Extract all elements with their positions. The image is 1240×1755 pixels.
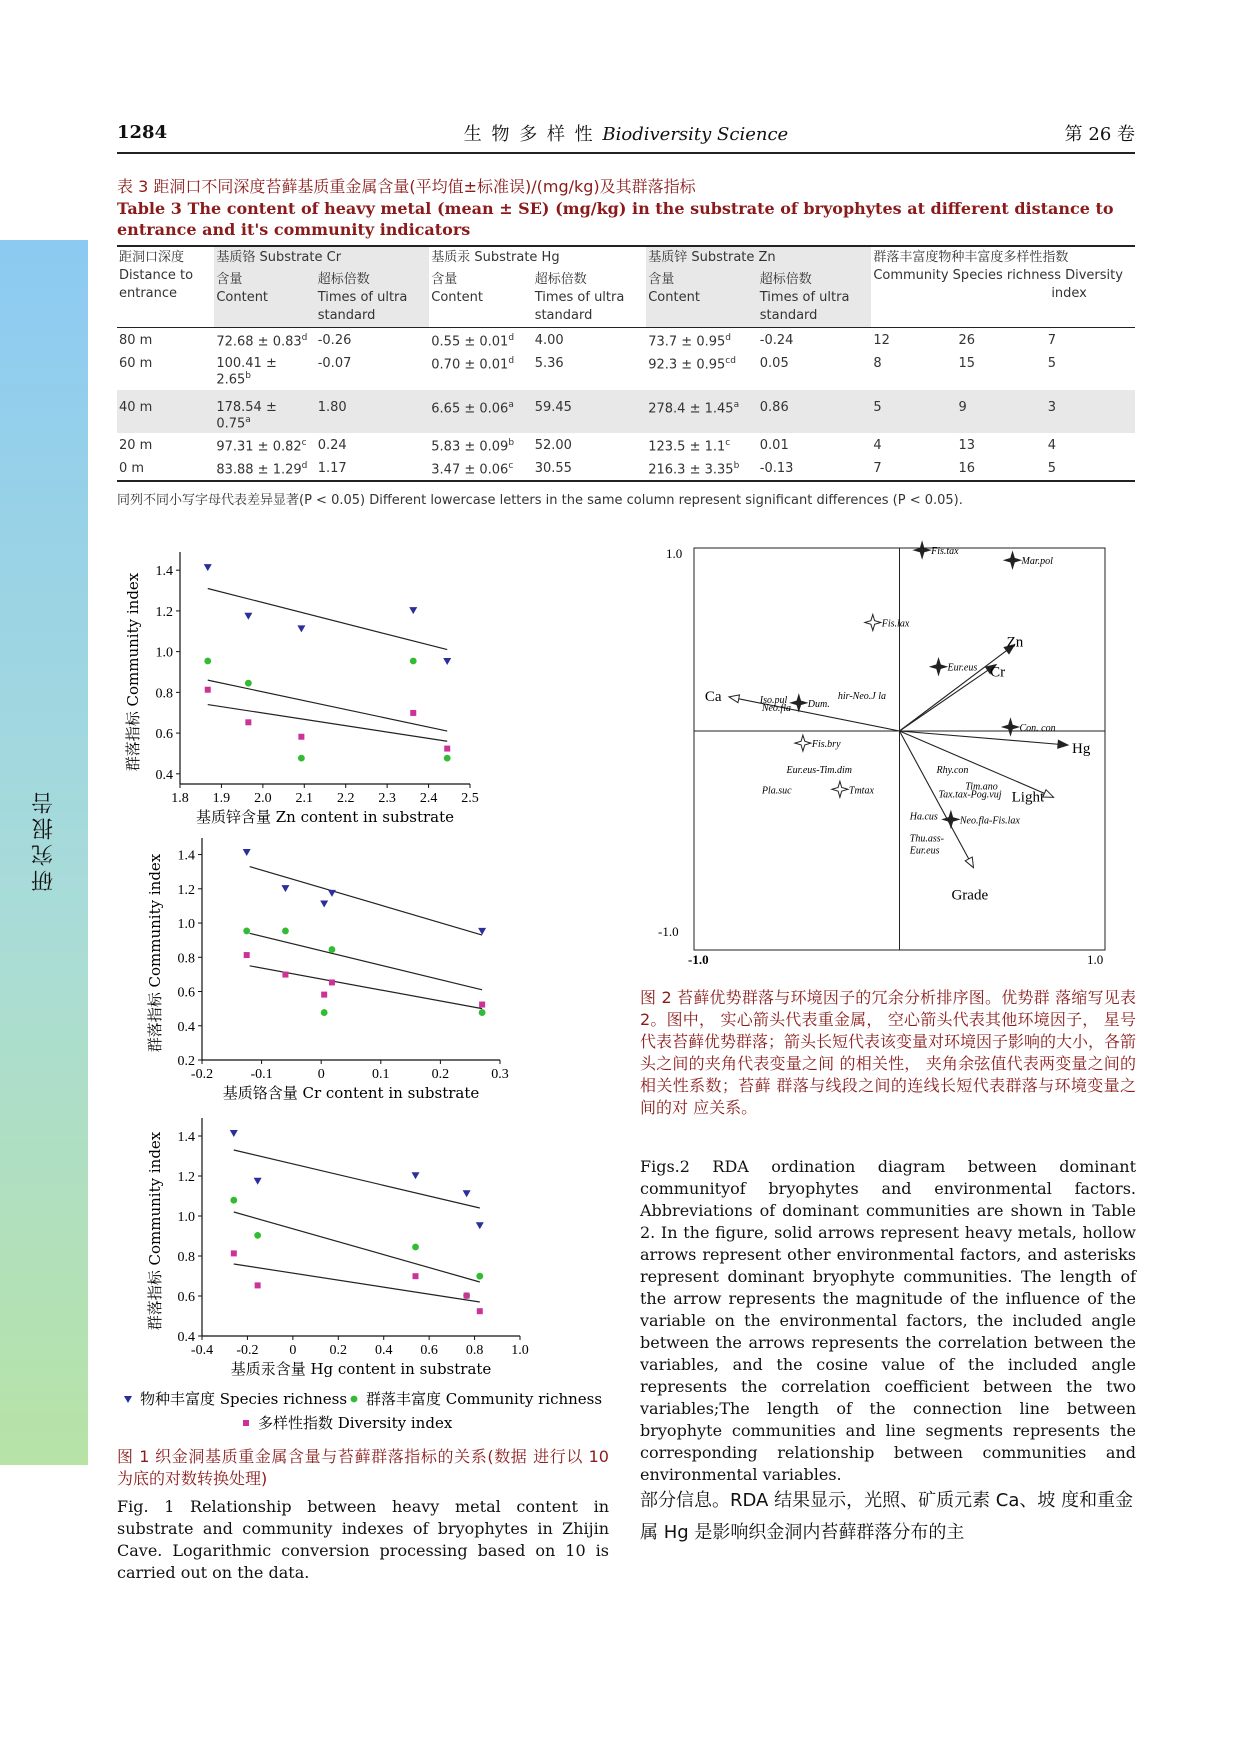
table-cell: 1.17 (317, 461, 347, 477)
data-point (204, 564, 212, 571)
data-point (245, 719, 251, 725)
x-tick-label: -0.2 (236, 1343, 259, 1358)
community-label: Eur.eus (909, 845, 940, 857)
legend-marker (351, 1396, 358, 1403)
table-cell: 20 m (119, 437, 153, 453)
fig2-caption-en: Figs.2 RDA ordination diagram between dominant communityof bryophytes and environmental factors. Abbreviations of dominant communities are shown in Table 2. In the figure, solid arrows represent heavy metals, hollow arrows represent other environmental factors, and asterisks represent dominant bryophyte communities. The length of the arrow represents the magnitude of the influence of the variable on the environmental factors, the included angle between the arrows represents the correlation between the variables, and the cosine value of the included angle represents the correlation coefficient between the two variables;The length of the connection line between bryophyte communities and line segments represents the corresponding relationship between communities and environmental variables. (640, 1157, 1136, 1484)
table-cell: 52.00 (534, 437, 572, 453)
community-point (909, 811, 938, 822)
table-cell: 8 (873, 356, 882, 372)
data-point (464, 1293, 470, 1299)
data-point (409, 607, 417, 614)
data-point (243, 849, 251, 856)
fig1-cr-chart (140, 838, 560, 1116)
x-tick-label: 2.0 (254, 791, 272, 806)
fit-line (234, 1150, 480, 1208)
table-cell: 0.86 (758, 390, 872, 433)
section-label: 研究报告 (31, 788, 57, 892)
table-row (117, 390, 1135, 433)
x-max-label: 1.0 (1087, 952, 1104, 967)
community-label: Dum. (807, 698, 830, 710)
data-point (298, 734, 304, 740)
legend-item-species (124, 1390, 347, 1408)
x-tick-label: 1.9 (212, 791, 231, 806)
col-hg-times: 超标倍数 Times of ultra standard (534, 272, 625, 323)
community-label: Iso.pul (759, 694, 788, 706)
community-point (832, 781, 875, 797)
community-star (914, 542, 930, 558)
x-tick-label: 1.8 (171, 791, 189, 806)
col-zn-times: 超标倍数 Times of ultra standard (758, 269, 872, 328)
col-cr-content: 含量 Content (214, 269, 315, 328)
community-star (943, 811, 959, 827)
table-cell: 0.55 ± 0.01$^d$ (431, 333, 515, 350)
series-square (244, 952, 485, 1009)
x-tick-label: 2.5 (461, 791, 479, 806)
table-cell: 40 m (117, 390, 214, 433)
data-point (329, 946, 336, 953)
table-cell: 3 (1046, 390, 1135, 433)
table-cell: 0.01 (759, 437, 789, 453)
community-label: Thu.ass- (909, 833, 944, 845)
table-caption-en: Table 3 The content of heavy metal (mean ± SE) (mg/kg) in the substrate of bryophytes at different distance to entrance and it's community indicators (117, 199, 1114, 239)
axes (156, 552, 479, 806)
legend-marker (124, 1396, 132, 1403)
arrow-hg (900, 731, 1091, 757)
fig1-caption-cn: 图 1 织金洞基质重金属含量与苔藓群落指标的关系(数据 进行以 10 为底的对数转换处理) (117, 1447, 609, 1488)
data-point (444, 755, 451, 762)
page-header (117, 116, 1135, 154)
data-point (231, 1250, 237, 1256)
data-point (410, 658, 417, 665)
page-number: 1284 (117, 122, 168, 143)
y-axis-label: 群落指标 Community index (124, 572, 142, 772)
data-point (243, 928, 250, 935)
table-cell: 0 m (119, 461, 145, 477)
table-cell: 4.00 (534, 333, 564, 348)
community-point (791, 695, 830, 711)
community-star (865, 615, 881, 631)
legend-marker (243, 1420, 249, 1426)
body-text: 部分信息。RDA 结果显示，光照、矿质元素 Ca、坡 度和重金属 Hg 是影响织金洞内苔藓群落分布的主 (640, 1490, 1134, 1543)
data-point (321, 992, 327, 998)
table-cell: 80 m (119, 333, 153, 348)
fig1-zn-chart (124, 540, 560, 840)
table-cell: -0.26 (317, 333, 352, 348)
community-label: Pla.suc (761, 785, 792, 797)
y-tick-label: 0.8 (155, 686, 173, 702)
y-tick-label: 1.4 (177, 1130, 195, 1145)
community-star (791, 695, 807, 711)
legend-label: 多样性指数 Diversity index (258, 1414, 453, 1432)
series-triangle (204, 564, 451, 665)
x-axis-label: 基质铬含量 Cr content in substrate (222, 1084, 480, 1102)
x-tick-label: 0.4 (374, 1343, 393, 1358)
table-cell: 9 (956, 390, 1045, 433)
data-point (443, 658, 451, 665)
data-point (244, 952, 250, 958)
x-tick-label: 0.8 (465, 1343, 484, 1358)
arrow-label: Light (1011, 789, 1045, 806)
community-label: Mar.pol (1021, 556, 1053, 568)
table-cell: 278.4 ± 1.45$^a$ (646, 390, 758, 433)
y-tick-label: 1.0 (177, 1210, 195, 1225)
data-point (328, 890, 336, 897)
table-cell: 6.65 ± 0.06$^a$ (429, 390, 532, 433)
data-point (476, 1273, 483, 1280)
data-point (329, 979, 335, 985)
community-point (943, 811, 1021, 827)
x-tick-label: 2.1 (295, 791, 314, 806)
arrow-zn (900, 635, 1024, 731)
community-point (785, 765, 852, 776)
data-point (254, 1232, 261, 1239)
table-cell: 0.70 ± 0.01$^d$ (431, 356, 515, 373)
community-label: Eur.eus (947, 662, 978, 674)
x-tick-label: -0.1 (250, 1067, 273, 1082)
data-point (230, 1197, 237, 1204)
table-cell: -0.24 (759, 333, 794, 348)
axes (178, 838, 509, 1082)
community-point (910, 834, 944, 845)
x-tick-label: 2.3 (378, 791, 396, 806)
data-point (204, 658, 211, 665)
data-point (321, 1009, 328, 1016)
community-label: Neo.fla-Fis.lax (959, 815, 1020, 827)
table-cell: 7 (1047, 333, 1056, 348)
series-square (205, 687, 450, 752)
community-star (1003, 719, 1019, 735)
table-row (117, 456, 1135, 480)
community-point (865, 615, 910, 631)
community-label: Fis.lax (881, 618, 910, 630)
table-cell: 12 (873, 333, 890, 348)
data-point (281, 885, 289, 892)
community-point (795, 735, 841, 751)
table-cell: 92.3 ± 0.95$^{cd}$ (648, 356, 736, 373)
fit-line (250, 867, 482, 935)
table-cell: 30.55 (534, 461, 572, 477)
table-cell: 0.24 (317, 437, 347, 453)
x-tick-label: -0.4 (190, 1343, 214, 1358)
community-point (761, 785, 792, 796)
y-tick-label: 0.6 (177, 985, 195, 1001)
y-tick-label: 1.0 (155, 645, 173, 661)
x-tick-label: 0.2 (329, 1343, 348, 1358)
table-row (117, 351, 1135, 389)
col-zn-content: 含量 Content (646, 269, 758, 328)
community-label: Rhy.con (936, 765, 969, 777)
y-max-label: 1.0 (666, 546, 683, 561)
series-triangle (243, 849, 486, 935)
y-tick-label: 0.8 (177, 951, 195, 967)
table-cell: 4 (1047, 437, 1056, 453)
table-cell: -0.07 (317, 356, 352, 372)
community-star (795, 735, 811, 751)
data-point (282, 972, 288, 978)
col-cr-times: 超标倍数 Times of ultra standard (316, 269, 430, 328)
legend-label: 物种丰富度 Species richness (140, 1390, 348, 1408)
community-point (931, 659, 978, 675)
col-cr: 基质铬 Substrate Cr (214, 246, 429, 269)
table-cell: 59.45 (533, 390, 647, 433)
col-community: 群落丰富度物种丰富度多样性指数 Community Species richness Diversity index (873, 250, 1123, 301)
data-point (244, 613, 252, 620)
table-caption-cn: 表 3 距洞口不同深度苔藓基质重金属含量(平均值±标准误)/(mg/kg)及其群落指标 (117, 177, 696, 196)
legend-label: 群落丰富度 Community richness (366, 1390, 603, 1408)
series-square (231, 1250, 483, 1314)
data-point (479, 1009, 486, 1016)
data-point (297, 625, 305, 632)
data-table (117, 245, 1135, 482)
table-cell: 5 (1047, 356, 1056, 372)
table-cell: 5.83 ± 0.09$^b$ (431, 437, 515, 455)
data-point (254, 1178, 262, 1185)
table-cell: 97.31 ± 0.82$^c$ (216, 437, 307, 455)
fit-line (234, 1212, 480, 1282)
community-point (914, 542, 959, 558)
fig2-rda-chart (650, 540, 1140, 980)
series-triangle (230, 1130, 484, 1229)
table-cell: 73.7 ± 0.95$^d$ (648, 333, 732, 350)
y-axis-label: 群落指标 Community index (146, 853, 164, 1053)
x-axis-label: 基质汞含量 Hg content in substrate (230, 1360, 492, 1378)
community-label: Tmtax (848, 785, 874, 797)
community-label: hir-Neo.J la (837, 690, 886, 702)
fig1-legend (110, 1390, 630, 1440)
y-tick-label: 1.2 (155, 604, 173, 620)
x-tick-label: 0.2 (431, 1067, 450, 1082)
community-label: Con. con (1019, 722, 1056, 734)
arrow-label: Zn (1006, 634, 1024, 651)
data-point (410, 710, 416, 716)
x-tick-label: -0.2 (190, 1067, 214, 1082)
legend-item-community (351, 1390, 602, 1408)
y-tick-label: 0.8 (177, 1250, 195, 1265)
community-point (939, 789, 1002, 800)
community-label: Neo.fla (761, 702, 791, 714)
table-cell: 26 (958, 333, 976, 348)
x-tick-label: 2.2 (336, 791, 355, 806)
x-tick-label: 1.0 (511, 1343, 529, 1358)
table-cell: 72.68 ± 0.83$^d$ (216, 333, 308, 350)
table-cell: 123.5 ± 1.1$^c$ (648, 437, 731, 455)
table-row (117, 433, 1135, 456)
arrow-label: Cr (990, 664, 1006, 681)
table-cell: 83.88 ± 1.29$^d$ (216, 461, 308, 478)
fig2-caption-cn: 图 2 苔藓优势群落与环境因子的冗余分析排序图。优势群 落缩写见表 2。图中， 实心箭头代表重金属， 空心箭头代表其他环境因子， 星号代表苔藓优势群落；箭头长短代表该变量对环境因子影响的大小，各箭头之间的夹角代表变量之间 的相关性， 夹角余弦值代表两变量之间的相关性系数；苔藓 群落与线段之间的连线长短代表群落与环境变量之间的对 应关系。 (640, 988, 1137, 1117)
data-point (298, 755, 305, 762)
y-tick-label: 0.6 (155, 727, 173, 743)
data-point (245, 680, 252, 687)
x-tick-label: 0.1 (372, 1067, 390, 1082)
table-cell: 3.47 ± 0.06$^c$ (431, 461, 514, 478)
data-point (412, 1172, 420, 1179)
y-min-label: -1.0 (658, 924, 679, 939)
community-label: Eur.eus-Tim.dim (786, 765, 853, 777)
series-circle (230, 1197, 483, 1299)
x-tick-label: 2.4 (419, 791, 438, 806)
data-point (205, 687, 211, 693)
fit-line (250, 933, 482, 989)
x-tick-label: 0.6 (420, 1343, 438, 1358)
community-star (832, 781, 848, 797)
community-star (931, 659, 947, 675)
data-point (255, 1282, 261, 1288)
arrow-label: Hg (1072, 741, 1091, 758)
data-point (477, 1308, 483, 1314)
y-tick-label: 1.0 (177, 917, 195, 933)
volume-label: 第 26 卷 (1064, 124, 1135, 145)
col-distance: 距洞口深度 Distance to entrance (119, 250, 194, 301)
community-label: Fis.tax (931, 546, 959, 558)
table-cell: -0.13 (759, 461, 794, 477)
y-tick-label: 1.2 (177, 882, 195, 898)
arrow-label: Grade (951, 887, 989, 904)
data-point (412, 1244, 419, 1251)
data-point (444, 746, 450, 752)
community-label: Tim.ano (965, 781, 998, 793)
table-cell: 178.54 ± 0.75$^a$ (214, 390, 315, 433)
table-cell: 13 (958, 437, 976, 453)
community-label: Fis.bry (811, 739, 841, 751)
y-tick-label: 0.4 (177, 1330, 195, 1345)
axes (178, 1118, 529, 1358)
x-tick-label: 0 (289, 1343, 297, 1358)
legend-item-diversity (243, 1414, 453, 1432)
table-note: 同列不同小写字母代表差异显著(P < 0.05) Different lowercase letters in the same column represent significant differences (P < 0.05). (117, 493, 963, 508)
table-cell: 4 (873, 437, 882, 453)
table-cell: 7 (873, 461, 882, 477)
table-cell: 1.80 (316, 390, 430, 433)
col-hg-content: 含量 Content (431, 272, 483, 305)
data-point (476, 1222, 484, 1229)
community-point (838, 691, 886, 702)
table-cell: 16 (958, 461, 976, 477)
community-point (909, 846, 940, 857)
data-point (463, 1190, 471, 1197)
col-zn: 基质锌 Substrate Zn (646, 246, 871, 269)
data-point (479, 1002, 485, 1008)
table-cell: 5 (871, 390, 956, 433)
community-label: Tax.tax-Pog.vuj (938, 789, 1002, 801)
arrow-cr (900, 662, 1006, 731)
y-axis-label: 群落指标 Community index (146, 1131, 164, 1331)
table-cell: 100.41 ± 2.65$^b$ (216, 356, 277, 388)
y-tick-label: 1.4 (177, 848, 195, 864)
table-cell: 5.36 (534, 356, 564, 372)
community-point (1005, 552, 1054, 568)
fit-line (234, 1264, 480, 1302)
table-cell: 216.3 ± 3.35$^b$ (648, 461, 740, 478)
col-hg: 基质汞 Substrate Hg (431, 250, 560, 265)
community-point (1003, 719, 1056, 735)
table-cell: 0.05 (759, 356, 789, 372)
y-tick-label: 1.2 (177, 1170, 195, 1185)
community-label: Ha.cus (909, 811, 938, 823)
fig1-caption-en: Fig. 1 Relationship between heavy metal content in substrate and community indexes of bryophytes in Zhijin Cave. Logarithmic conversion processing based on 10 is carried out on the data. (117, 1497, 609, 1582)
y-tick-label: 1.4 (155, 564, 173, 580)
table-cell: 5 (1047, 461, 1056, 477)
data-point (230, 1130, 238, 1137)
table-row (117, 328, 1135, 352)
y-tick-label: 0.4 (155, 767, 173, 783)
x-min-label: -1.0 (688, 952, 709, 967)
data-point (413, 1273, 419, 1279)
data-point (282, 928, 289, 935)
community-star (1005, 552, 1021, 568)
y-tick-label: 0.4 (177, 1019, 195, 1035)
journal-title: 生 物 多 样 性 Biodiversity Science (463, 124, 789, 145)
y-tick-label: 0.2 (177, 1054, 195, 1069)
x-axis-label: 基质锌含量 Zn content in substrate (195, 808, 455, 826)
table-cell: 60 m (119, 356, 153, 372)
data-point (320, 901, 328, 908)
fig1-hg-chart (140, 1114, 560, 1394)
table-cell: 15 (958, 356, 976, 372)
arrow-label: Ca (704, 688, 722, 705)
community-point (935, 765, 968, 776)
x-tick-label: 0 (317, 1067, 325, 1082)
fit-line (208, 589, 447, 650)
community-point (761, 703, 791, 714)
y-tick-label: 0.6 (177, 1290, 195, 1305)
x-tick-label: 0.3 (491, 1067, 509, 1082)
